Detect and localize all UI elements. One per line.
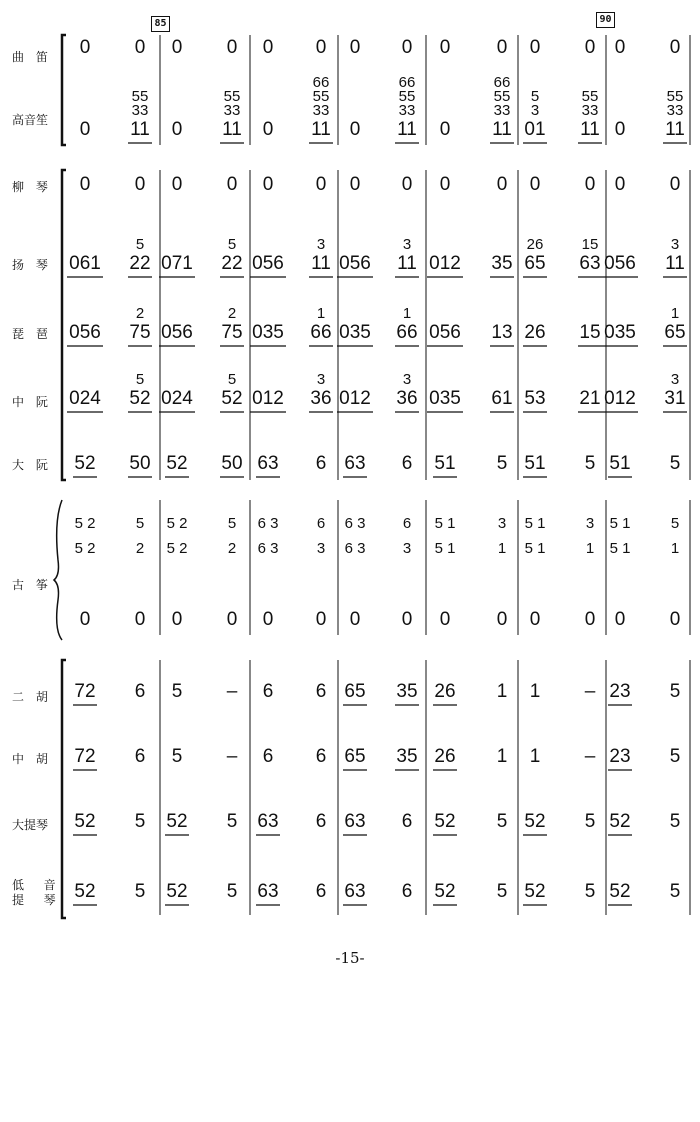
note-cell: 071 [161, 253, 193, 274]
note-cell: 5 2 [166, 515, 188, 532]
note-cell: 5 1 [524, 515, 546, 532]
note-cell: 056 [252, 253, 284, 274]
note-cell: 72 [74, 681, 96, 702]
note-cell: 5 [584, 881, 596, 902]
note-cell: 5 [496, 881, 508, 902]
note-cell: 52 [166, 453, 188, 474]
note-cell: 024 [161, 388, 193, 409]
rehearsal-mark-85: 85 [151, 16, 170, 32]
note-cell: 6 [402, 515, 412, 532]
note-cell: 056 [339, 253, 371, 274]
note-cell: 0 [669, 37, 681, 58]
note-cell: 51 [434, 453, 456, 474]
instrument-label-gaoyinsheng: 高音笙 [12, 113, 49, 127]
note-cell: 5 [670, 515, 680, 532]
note-cell: 056 [429, 322, 461, 343]
note-cell: 0 [439, 609, 451, 630]
note-cell: 035 [429, 388, 461, 409]
note-cell: 0 [669, 174, 681, 195]
note-upper: 15 [581, 236, 599, 253]
note-upper: 5 [227, 236, 237, 253]
note-cell: 6 [134, 746, 146, 767]
note-cell: 5 1 [434, 540, 456, 557]
note-cell: 0 [439, 174, 451, 195]
note-cell: 13 [491, 322, 513, 343]
note-upper: 5 [135, 371, 145, 388]
note-upper: 55 33 [223, 88, 241, 119]
note-cell: 5 2 [74, 515, 96, 532]
instrument-label-zhonghu: 中 胡 [12, 752, 52, 766]
note-cell: 0 [529, 609, 541, 630]
note-cell: 0 [439, 119, 451, 140]
note-cell: 6 [401, 881, 413, 902]
note-cell: 0 [134, 37, 146, 58]
note-cell: 26 [434, 681, 456, 702]
note-cell: 50 [129, 453, 151, 474]
note-upper: 5 [135, 236, 145, 253]
note-cell: 5 [669, 746, 681, 767]
note-cell: 63 [257, 453, 279, 474]
note-cell: 0 [614, 174, 626, 195]
note-cell: 72 [74, 746, 96, 767]
note-cell: 11 [665, 119, 685, 140]
note-cell: 52 [524, 811, 546, 832]
note-upper: 1 [670, 305, 680, 322]
note-cell: 65 [664, 322, 686, 343]
note-cell: 0 [315, 174, 327, 195]
note-upper: 2 [227, 305, 237, 322]
instrument-label-erhu: 二 胡 [12, 690, 52, 704]
note-cell: 035 [339, 322, 371, 343]
note-upper: 3 [316, 236, 326, 253]
note-cell: 0 [349, 119, 361, 140]
note-cell: 6 [401, 811, 413, 832]
note-cell: 5 [171, 746, 183, 767]
note-cell: 31 [664, 388, 686, 409]
note-cell: 11 [665, 253, 685, 274]
note-cell: 3 [402, 540, 412, 557]
note-cell: 5 [496, 453, 508, 474]
note-cell: 11 [397, 253, 417, 274]
note-cell: 0 [584, 174, 596, 195]
note-upper: 3 [316, 371, 326, 388]
note-cell: 5 [584, 453, 596, 474]
instrument-label-pipa: 琵 琶 [12, 327, 52, 341]
note-cell: 6 3 [257, 540, 279, 557]
note-cell: 0 [79, 609, 91, 630]
note-cell: 1 [497, 540, 507, 557]
note-cell: 5 1 [524, 540, 546, 557]
note-cell: 65 [344, 746, 366, 767]
note-upper: 3 [670, 371, 680, 388]
note-cell: 0 [401, 37, 413, 58]
note-cell: 26 [434, 746, 456, 767]
note-cell: 6 [315, 453, 327, 474]
note-cell: 65 [524, 253, 546, 274]
note-cell: 056 [161, 322, 193, 343]
note-cell: 6 [262, 681, 274, 702]
note-cell: 53 [524, 388, 546, 409]
note-cell: 5 [669, 681, 681, 702]
note-cell: 51 [524, 453, 546, 474]
note-cell: 11 [222, 119, 242, 140]
note-upper: 3 [670, 236, 680, 253]
note-cell: 0 [226, 37, 238, 58]
note-cell: 012 [339, 388, 371, 409]
note-cell: 0 [134, 174, 146, 195]
note-cell: 6 [401, 453, 413, 474]
note-cell: 11 [311, 253, 331, 274]
system-bracket [62, 35, 66, 145]
note-cell: 0 [226, 174, 238, 195]
note-cell: 63 [344, 811, 366, 832]
note-cell: 0 [496, 37, 508, 58]
note-cell: 5 [669, 453, 681, 474]
note-cell: 0 [401, 174, 413, 195]
instrument-label-yangqin: 扬 琴 [12, 258, 52, 272]
note-cell: 01 [524, 119, 546, 140]
note-cell: – [226, 746, 238, 767]
note-cell: 0 [315, 37, 327, 58]
instrument-label-qudi: 曲 笛 [12, 50, 52, 64]
note-cell: 6 3 [344, 540, 366, 557]
note-cell: 0 [262, 609, 274, 630]
note-cell: 35 [396, 746, 418, 767]
note-cell: 1 [585, 540, 595, 557]
note-cell: 0 [79, 37, 91, 58]
note-upper: 66 55 33 [398, 74, 416, 119]
note-cell: 024 [69, 388, 101, 409]
note-cell: 26 [524, 322, 546, 343]
note-cell: 0 [401, 609, 413, 630]
system-bracket [62, 170, 66, 480]
note-cell: 52 [166, 811, 188, 832]
note-cell: 11 [397, 119, 417, 140]
note-cell: 0 [584, 37, 596, 58]
note-cell: 52 [524, 881, 546, 902]
note-cell: 0 [529, 37, 541, 58]
note-cell: 6 [316, 515, 326, 532]
note-cell: 23 [609, 681, 631, 702]
note-upper: 66 55 33 [493, 74, 511, 119]
note-cell: 35 [396, 681, 418, 702]
note-cell: 5 [171, 681, 183, 702]
note-upper: 66 55 33 [312, 74, 330, 119]
note-cell: 6 [315, 811, 327, 832]
note-cell: 52 [221, 388, 243, 409]
note-cell: 012 [604, 388, 636, 409]
note-cell: 6 [315, 746, 327, 767]
note-cell: 63 [257, 881, 279, 902]
note-cell: 2 [227, 540, 237, 557]
note-cell: 0 [614, 119, 626, 140]
note-cell: 5 [135, 515, 145, 532]
note-cell: 0 [171, 609, 183, 630]
note-cell: 0 [134, 609, 146, 630]
note-cell: 1 [496, 746, 508, 767]
note-cell: 0 [349, 609, 361, 630]
note-cell: 5 [226, 811, 238, 832]
note-cell: 012 [252, 388, 284, 409]
note-cell: 22 [129, 253, 151, 274]
note-cell: 056 [604, 253, 636, 274]
note-cell: 52 [129, 388, 151, 409]
instrument-label-liuqin: 柳 琴 [12, 180, 52, 194]
note-upper: 2 [135, 305, 145, 322]
note-cell: 11 [492, 119, 512, 140]
note-cell: 0 [496, 174, 508, 195]
note-cell: 52 [74, 881, 96, 902]
note-cell: 0 [262, 174, 274, 195]
note-cell: 75 [129, 322, 151, 343]
instrument-label-diyintiqin: 低 音 提 琴 [12, 878, 60, 907]
note-cell: 52 [74, 811, 96, 832]
note-cell: 0 [79, 174, 91, 195]
note-cell: 35 [491, 253, 513, 274]
note-upper: 55 33 [581, 88, 599, 119]
note-cell: 66 [396, 322, 418, 343]
note-upper: 1 [402, 305, 412, 322]
note-cell: 63 [579, 253, 601, 274]
note-cell: 2 [135, 540, 145, 557]
note-cell: 63 [257, 811, 279, 832]
note-cell: 0 [171, 174, 183, 195]
note-cell: 1 [496, 681, 508, 702]
note-cell: 0 [171, 119, 183, 140]
note-cell: 5 [226, 881, 238, 902]
note-cell: 1 [529, 681, 541, 702]
note-cell: 5 1 [609, 540, 631, 557]
note-cell: 5 [669, 811, 681, 832]
note-cell: 50 [221, 453, 243, 474]
system-bracket [62, 660, 66, 918]
note-cell: 0 [614, 37, 626, 58]
note-cell: 056 [69, 322, 101, 343]
note-cell: 6 3 [344, 515, 366, 532]
note-cell: 5 [134, 881, 146, 902]
note-upper: 5 [227, 371, 237, 388]
note-cell: 0 [349, 174, 361, 195]
note-cell: 3 [316, 540, 326, 557]
note-upper: 55 33 [666, 88, 684, 119]
note-cell: 035 [604, 322, 636, 343]
note-cell: 11 [311, 119, 331, 140]
note-cell: 15 [579, 322, 601, 343]
note-cell: 0 [79, 119, 91, 140]
note-cell: 0 [262, 119, 274, 140]
note-cell: 23 [609, 746, 631, 767]
note-cell: – [226, 681, 238, 702]
note-cell: 0 [496, 609, 508, 630]
note-cell: 0 [315, 609, 327, 630]
note-cell: 51 [609, 453, 631, 474]
note-cell: 0 [584, 609, 596, 630]
note-cell: 65 [344, 681, 366, 702]
note-cell: 6 [262, 746, 274, 767]
note-cell: 0 [439, 37, 451, 58]
note-cell: 36 [396, 388, 418, 409]
note-cell: 21 [579, 388, 601, 409]
note-cell: 5 1 [434, 515, 456, 532]
note-cell: 5 [584, 811, 596, 832]
guzheng-brace [54, 500, 62, 640]
note-cell: 0 [262, 37, 274, 58]
note-upper: 1 [316, 305, 326, 322]
note-cell: 22 [221, 253, 243, 274]
instrument-label-zhongruan: 中 阮 [12, 395, 52, 409]
note-cell: 5 2 [166, 540, 188, 557]
note-cell: 6 [134, 681, 146, 702]
note-cell: – [584, 681, 596, 702]
note-cell: 012 [429, 253, 461, 274]
note-cell: 6 3 [257, 515, 279, 532]
note-cell: 66 [310, 322, 332, 343]
note-cell: 0 [669, 609, 681, 630]
note-cell: 11 [580, 119, 600, 140]
note-cell: 5 [227, 515, 237, 532]
note-cell: 52 [609, 881, 631, 902]
note-cell: 6 [315, 681, 327, 702]
instrument-label-guzheng: 古 筝 [12, 578, 52, 592]
note-cell: 11 [130, 119, 150, 140]
note-cell: 061 [69, 253, 101, 274]
rehearsal-mark-90: 90 [596, 12, 615, 28]
note-cell: 5 2 [74, 540, 96, 557]
note-cell: 0 [529, 174, 541, 195]
note-cell: 5 [669, 881, 681, 902]
note-cell: 035 [252, 322, 284, 343]
note-cell: 6 [315, 881, 327, 902]
note-cell: 0 [614, 609, 626, 630]
page-number: -15- [335, 949, 365, 967]
note-cell: 36 [310, 388, 332, 409]
instrument-label-datiqin: 大提琴 [12, 818, 49, 832]
note-upper: 3 [402, 236, 412, 253]
note-cell: – [584, 746, 596, 767]
note-cell: 52 [609, 811, 631, 832]
note-upper: 26 [526, 236, 544, 253]
note-cell: 0 [171, 37, 183, 58]
note-cell: 52 [434, 811, 456, 832]
note-upper: 3 [402, 371, 412, 388]
note-cell: 3 [497, 515, 507, 532]
note-cell: 1 [670, 540, 680, 557]
note-cell: 0 [226, 609, 238, 630]
note-cell: 1 [529, 746, 541, 767]
note-cell: 3 [585, 515, 595, 532]
note-cell: 5 1 [609, 515, 631, 532]
note-cell: 52 [166, 881, 188, 902]
note-cell: 5 [496, 811, 508, 832]
note-cell: 0 [349, 37, 361, 58]
note-upper: 55 33 [131, 88, 149, 119]
instrument-label-daruan: 大 阮 [12, 458, 52, 472]
note-cell: 63 [344, 881, 366, 902]
note-cell: 52 [434, 881, 456, 902]
note-upper: 5 3 [530, 88, 540, 119]
note-cell: 52 [74, 453, 96, 474]
note-cell: 5 [134, 811, 146, 832]
note-cell: 61 [491, 388, 513, 409]
note-cell: 63 [344, 453, 366, 474]
note-cell: 75 [221, 322, 243, 343]
